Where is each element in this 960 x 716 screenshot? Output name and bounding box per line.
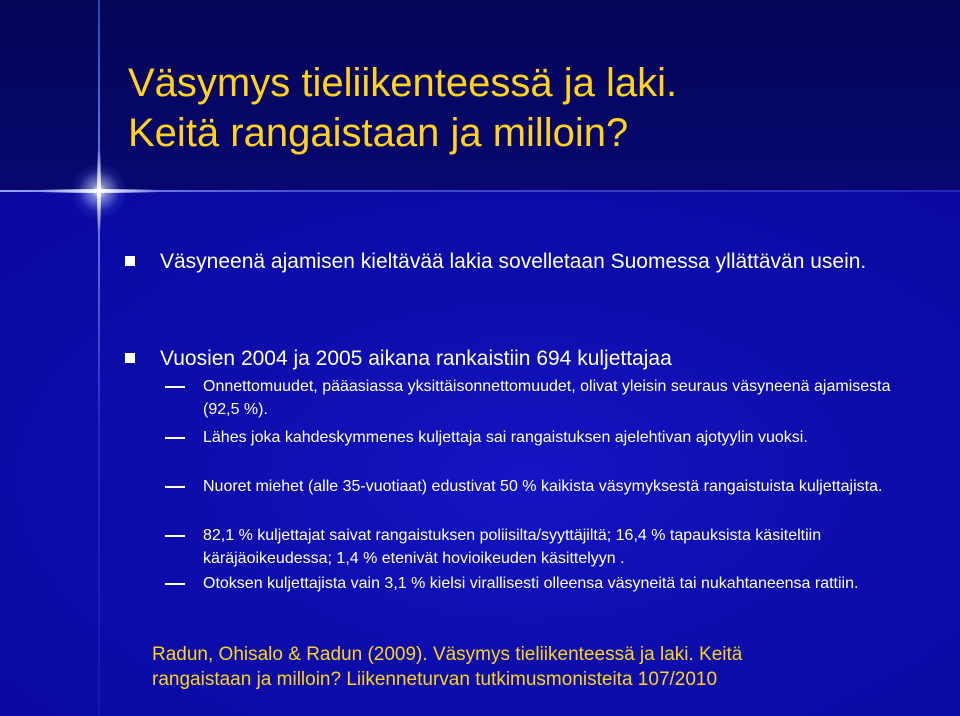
bullet-text: Vuosien 2004 ja 2005 aikana rankaistiin 694 kuljettajaa — [160, 347, 672, 370]
flare-vertical-ray — [97, 150, 101, 232]
sub-item-text: Otoksen kuljettajista vain 3,1 % kielsi virallisesti olleensa väsyneitä tai nukahtaneensa rattiin. — [203, 575, 859, 592]
sub-item-text: Lähes joka kahdeskymmenes kuljettaja sai rangaistuksen ajelehtivan ajotyylin vuoksi. — [203, 429, 808, 446]
dash-bullet-icon — [165, 535, 185, 537]
reference-citation — [152, 642, 912, 692]
reference-line-2: rangaistaan ja milloin? Liikenneturvan tutkimusmonisteita 107/2010 — [152, 669, 718, 690]
bullet-text: Väsyneenä ajamisen kieltävää lakia sovelletaan Suomessa yllättävän usein. — [160, 250, 867, 273]
sub-item-text: 82,1 % kuljettajat saivat rangaistuksen poliisilta/syyttäjiltä; 16,4 % tapauksista käsiteltiin käräjäoikeudessa; 1,4 % etenivät hovioikeuden käsittelyyn . — [203, 527, 822, 567]
sub-item-text: Onnettomuudet, pääasiassa yksittäisonnettomuudet, olivat yleisin seuraus väsyneenä ajamisesta (92,5 %). — [203, 378, 891, 418]
dash-bullet-icon — [165, 437, 185, 439]
dash-bullet-icon — [165, 486, 185, 488]
title-line-2: Keitä rangaistaan ja milloin? — [128, 111, 629, 155]
dash-bullet-icon — [165, 583, 185, 585]
vertical-accent-line — [98, 0, 100, 716]
slide-title — [128, 58, 928, 158]
reference-line-1: Radun, Ohisalo & Radun (2009). Väsymys tieliikenteessä ja laki. Keitä — [152, 644, 743, 665]
dash-bullet-icon — [165, 386, 185, 388]
sub-item-text: Nuoret miehet (alle 35-vuotiaat) edustivat 50 % kaikista väsymyksestä rangaistuista kuljettajista. — [203, 478, 883, 495]
square-bullet-icon — [125, 353, 135, 363]
square-bullet-icon — [125, 256, 135, 266]
title-line-1: Väsymys tieliikenteessä ja laki. — [128, 61, 678, 105]
